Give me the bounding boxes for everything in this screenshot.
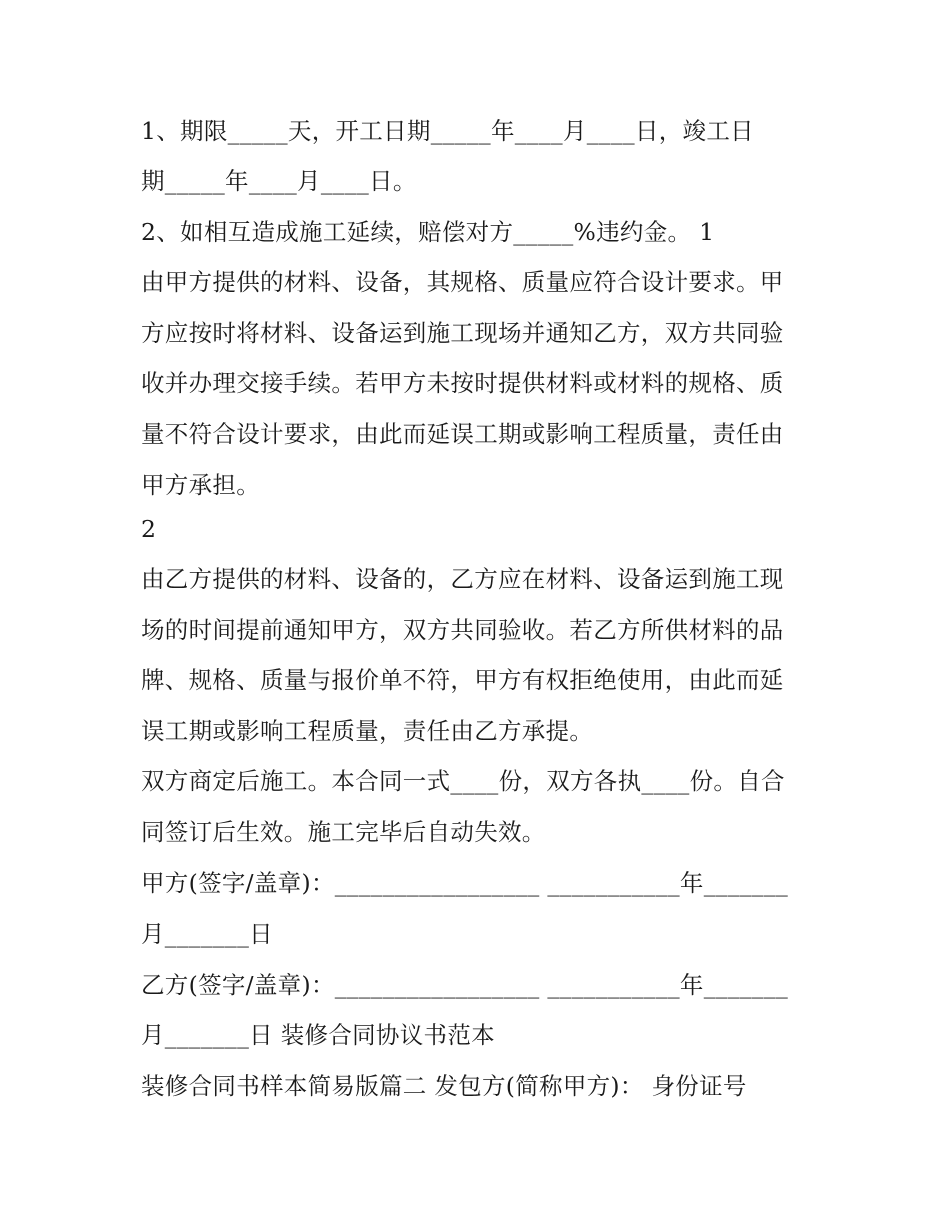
- text-line: 收并办理交接手续。若甲方未按时提供材料或材料的规格、质: [141, 369, 784, 397]
- text-line: 同签订后生效。施工完毕后自动失效。: [141, 818, 546, 846]
- party-b-signature-line: 乙方(签字/盖章)：_________________ ___________年_______: [141, 971, 789, 999]
- text-line: 由甲方提供的材料、设备，其规格、质量应符合设计要求。甲: [141, 268, 784, 296]
- party-a-signature-line: 甲方(签字/盖章)：_________________ ___________年_______: [141, 869, 789, 897]
- text-line: 场的时间提前通知甲方，双方共同验收。若乙方所供材料的品: [141, 616, 784, 644]
- party-b-date-line: 月_______日 装修合同协议书范本: [141, 1021, 495, 1049]
- text-line: 方应按时将材料、设备运到施工现场并通知乙方，双方共同验: [141, 319, 784, 347]
- party-a-date-line: 月_______日: [141, 920, 273, 948]
- text-line: 由乙方提供的材料、设备的，乙方应在材料、设备运到施工现: [141, 565, 784, 593]
- text-line: 1、期限_____天，开工日期_____年____月____日，竣工日: [141, 117, 754, 145]
- text-line: 双方商定后施工。本合同一式____份，双方各执____份。自合: [141, 767, 785, 795]
- text-line: 装修合同书样本简易版篇二 发包方(简称甲方)： 身份证号: [141, 1072, 747, 1100]
- text-line: 误工期或影响工程质量，责任由乙方承提。: [141, 717, 594, 745]
- text-line: 牌、规格、质量与报价单不符，甲方有权拒绝使用，由此而延: [141, 666, 784, 694]
- text-line: 期_____年____月____日。: [141, 167, 417, 195]
- section-number: 2: [141, 515, 157, 543]
- text-line: 甲方承担。: [141, 471, 260, 499]
- text-line: 量不符合设计要求，由此而延误工期或影响工程质量，责任由: [141, 420, 784, 448]
- text-line: 2、如相互造成施工延续，赔偿对方_____%违约金。 1: [141, 218, 715, 246]
